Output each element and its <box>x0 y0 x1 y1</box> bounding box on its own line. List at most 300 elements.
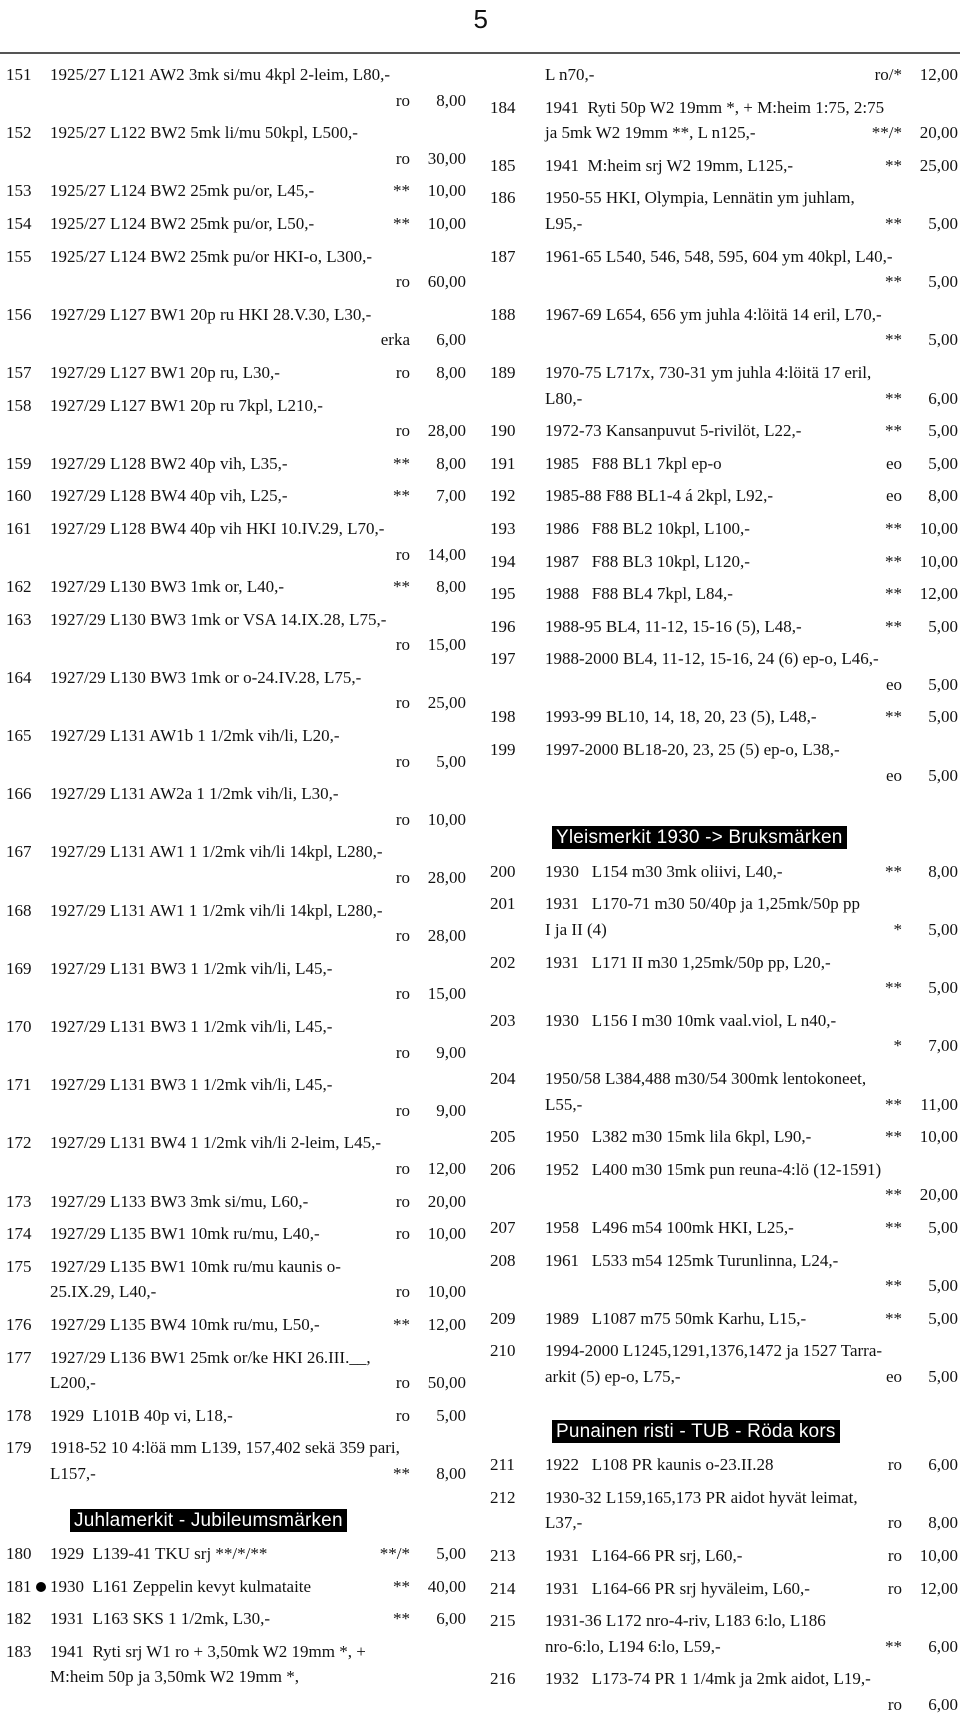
condition-grade: ** <box>393 577 410 597</box>
entry-description: 1927/29 L131 BW3 1 1/2mk vih/li, L45,- <box>50 958 333 978</box>
price: 11,00 <box>920 1094 958 1114</box>
entry-description: nro-6:lo, L194 6:lo, L59,- <box>545 1636 721 1656</box>
section-heading-yleismerkit: Yleismerkit 1930 -> Bruksmärken <box>552 825 958 851</box>
condition-grade: eo <box>885 765 902 785</box>
catalog-entry <box>6 516 466 567</box>
entry-description: 25.IX.29, L40,- <box>50 1282 157 1302</box>
price: 6,00 <box>928 1694 958 1714</box>
lot-number: 191 <box>490 453 516 473</box>
condition-grade: ** <box>393 1609 410 1629</box>
lot-number: 162 <box>6 577 32 597</box>
condition-grade: ** <box>393 1576 410 1596</box>
lot-number: 182 <box>6 1609 32 1629</box>
price: 5,00 <box>928 1308 958 1328</box>
catalog-entry <box>6 1130 466 1181</box>
price: 5,00 <box>928 213 958 233</box>
lot-number: 199 <box>490 740 516 760</box>
lot-number: 201 <box>490 894 516 914</box>
entry-description: 1930 L161 Zeppelin kevyt kulmataite <box>50 1576 312 1596</box>
left-column <box>6 62 466 1697</box>
entry-description: 1961 L533 m54 125mk Turunlinna, L24,- <box>545 1250 839 1270</box>
entry-description: L157,- <box>50 1463 96 1483</box>
entry-description: 1927/29 L127 BW1 20p ru, L30,- <box>50 362 280 382</box>
catalog-entry <box>490 1543 958 1569</box>
catalog-entry <box>490 1215 958 1241</box>
condition-grade: ** <box>885 1276 902 1296</box>
lot-number: 208 <box>490 1250 516 1270</box>
entry-description: 1925/27 L124 BW2 25mk pu/or, L50,- <box>50 213 315 233</box>
entry-description: 1958 L496 m54 100mk HKI, L25,- <box>545 1217 794 1237</box>
price: 5,00 <box>928 330 958 350</box>
condition-grade: ** <box>393 213 410 233</box>
price: 5,00 <box>928 1366 958 1386</box>
catalog-entry <box>6 1072 466 1123</box>
condition-grade: * <box>893 1036 902 1056</box>
entry-description: L200,- <box>50 1373 96 1393</box>
right-entries-2 <box>490 859 958 1397</box>
entry-description: 1927/29 L131 BW4 1 1/2mk vih/li 2-leim, L45,- <box>50 1133 382 1153</box>
catalog-entry <box>490 950 958 1001</box>
price: 10,00 <box>427 809 466 829</box>
condition-grade: ** <box>885 978 902 998</box>
price: 5,00 <box>928 978 958 998</box>
price: 20,00 <box>919 123 958 143</box>
catalog-entry <box>490 360 958 411</box>
price: 5,00 <box>928 453 958 473</box>
condition-grade: ro <box>395 272 410 292</box>
entry-description: 1930-32 L159,165,173 PR aidot hyvät leimat, <box>545 1487 858 1507</box>
catalog-entry <box>6 607 466 658</box>
lot-number: 151 <box>6 65 32 84</box>
price: 8,00 <box>436 362 466 382</box>
lot-number: 210 <box>490 1341 516 1361</box>
condition-grade: ro <box>395 693 410 713</box>
entry-description: M:heim 50p ja 3,50mk W2 19mm *, <box>50 1667 300 1687</box>
entry-description: 1927/29 L136 BW1 25mk or/ke HKI 26.III.__, <box>50 1347 371 1367</box>
price: 12,00 <box>427 1158 466 1178</box>
lot-number: 179 <box>6 1438 32 1458</box>
condition-grade: ** <box>885 861 902 881</box>
price: 10,00 <box>427 1224 466 1244</box>
condition-grade: ** <box>885 584 902 604</box>
price: 28,00 <box>427 926 466 946</box>
condition-grade: ** <box>885 1185 902 1205</box>
price: 8,00 <box>436 453 466 473</box>
catalog-entry <box>6 211 466 237</box>
condition-grade: ro <box>887 1578 902 1598</box>
price: 15,00 <box>427 635 466 655</box>
condition-grade: ro <box>887 1513 902 1533</box>
condition-grade: eo <box>885 674 902 694</box>
condition-grade: ro <box>395 1405 410 1425</box>
condition-grade: ro <box>395 984 410 1004</box>
condition-grade: ro <box>887 1455 902 1475</box>
catalog-entry <box>490 1248 958 1299</box>
entry-description: arkit (5) ep-o, L75,- <box>545 1366 681 1386</box>
catalog-entry <box>490 418 958 444</box>
price: 5,00 <box>928 616 958 636</box>
catalog-entry <box>6 723 466 774</box>
price: 5,00 <box>928 765 958 785</box>
condition-grade: ro <box>395 1158 410 1178</box>
entry-description: 1927/29 L128 BW2 40p vih, L35,- <box>50 453 288 473</box>
price: 8,00 <box>928 861 958 881</box>
entry-description: 1927/29 L135 BW1 10mk ru/mu kaunis o- <box>50 1256 341 1276</box>
price: 50,00 <box>427 1373 466 1393</box>
condition-grade: erka <box>380 330 410 350</box>
lot-number: 212 <box>490 1487 516 1507</box>
condition-grade: ro <box>395 544 410 564</box>
condition-grade: ro <box>395 1100 410 1120</box>
bullet-dot-icon <box>36 1582 46 1592</box>
price: 6,00 <box>928 1455 958 1475</box>
price: 12,00 <box>919 1578 958 1598</box>
right-column <box>490 62 958 1724</box>
catalog-entry <box>6 839 466 890</box>
price: 9,00 <box>436 1100 466 1120</box>
price: 8,00 <box>928 486 958 506</box>
entry-description: 1927/29 L130 BW3 1mk or VSA 14.IX.28, L75,- <box>50 609 387 629</box>
catalog-entry <box>490 516 958 542</box>
catalog-entry <box>6 1574 466 1600</box>
condition-grade: ** <box>885 1636 902 1656</box>
price: 15,00 <box>427 984 466 1004</box>
condition-grade: ** <box>885 518 902 538</box>
price: 25,00 <box>919 155 958 175</box>
entry-description: 1986 F88 BL2 10kpl, L100,- <box>545 518 750 538</box>
price: 6,00 <box>436 1609 466 1629</box>
catalog-entry <box>490 1485 958 1536</box>
lot-number: 156 <box>6 304 32 324</box>
entry-description: 1925/27 L124 BW2 25mk pu/or HKI-o, L300,- <box>50 246 373 266</box>
entry-description: 1931 L163 SKS 1 1/2mk, L30,- <box>50 1609 271 1629</box>
lot-number: 163 <box>6 609 32 629</box>
lot-number: 165 <box>6 726 32 746</box>
entry-description: 1931 L170-71 m30 50/40p ja 1,25mk/50p pp <box>545 894 860 914</box>
lot-number: 161 <box>6 518 32 538</box>
condition-grade: ro <box>887 1545 902 1565</box>
condition-grade: ** <box>885 1308 902 1328</box>
catalog-entry <box>490 1666 958 1717</box>
lot-number: 176 <box>6 1314 32 1334</box>
lot-number: 158 <box>6 395 32 415</box>
price: 5,00 <box>928 1276 958 1296</box>
lot-number: 189 <box>490 362 516 382</box>
catalog-entry <box>6 302 466 353</box>
condition-grade: ** <box>393 453 410 473</box>
entry-description: 1927/29 L127 BW1 20p ru 7kpl, L210,- <box>50 395 323 415</box>
lot-number: 190 <box>490 421 516 441</box>
condition-grade: ** <box>885 272 902 292</box>
price: 14,00 <box>427 544 466 564</box>
lot-number: 174 <box>6 1224 32 1244</box>
catalog-entry <box>6 393 466 444</box>
condition-grade: ** <box>885 213 902 233</box>
lot-number: 193 <box>490 518 516 538</box>
section-heading-punainen-risti: Punainen risti - TUB - Röda kors <box>552 1419 958 1445</box>
entry-description: 1929 L139-41 TKU srj **/*/** <box>50 1544 268 1564</box>
entry-description: 1927/29 L130 BW3 1mk or, L40,- <box>50 577 284 597</box>
lot-number: 157 <box>6 362 32 382</box>
entry-description: L95,- <box>545 213 583 233</box>
entry-description: 1952 L400 m30 15mk pun reuna-4:lö (12-1591) <box>545 1159 882 1179</box>
price: 5,00 <box>928 707 958 727</box>
price: 10,00 <box>919 1127 958 1147</box>
condition-grade: eo <box>885 1366 902 1386</box>
price: 10,00 <box>427 213 466 233</box>
price: 40,00 <box>427 1576 466 1596</box>
entry-description: 1988-2000 BL4, 11-12, 15-16, 24 (6) ep-o, L46,- <box>545 649 879 669</box>
entry-description: 1927/29 L131 AW1 1 1/2mk vih/li 14kpl, L280,- <box>50 900 383 920</box>
condition-grade: ro <box>395 809 410 829</box>
condition-grade: ** <box>885 1127 902 1147</box>
lot-number: 173 <box>6 1191 32 1211</box>
catalog-entry <box>490 737 958 788</box>
catalog-entry <box>490 891 958 942</box>
price: 7,00 <box>436 486 466 506</box>
left-entries-1 <box>6 62 466 1494</box>
entry-description: 1941 Ryti srj W1 ro + 3,50mk W2 19mm *, + <box>50 1641 366 1661</box>
catalog-entry <box>490 62 958 88</box>
lot-number: 213 <box>490 1545 516 1565</box>
entry-description: 1941 M:heim srj W2 19mm, L125,- <box>545 155 794 175</box>
catalog-entry <box>6 1254 466 1305</box>
catalog-entry <box>6 244 466 295</box>
lot-number: 206 <box>490 1159 516 1179</box>
price: 8,00 <box>436 577 466 597</box>
lot-number: 154 <box>6 213 32 233</box>
lot-number: 200 <box>490 861 516 881</box>
lot-number: 192 <box>490 486 516 506</box>
price: 5,00 <box>928 272 958 292</box>
lot-number: 203 <box>490 1010 516 1030</box>
catalog-entry <box>6 120 466 171</box>
price: 5,00 <box>928 1217 958 1237</box>
entry-description: 1987 F88 BL3 10kpl, L120,- <box>545 551 750 571</box>
price: 5,00 <box>436 1405 466 1425</box>
lot-number: 183 <box>6 1641 32 1661</box>
price: 12,00 <box>427 1314 466 1334</box>
catalog-entry <box>6 574 466 600</box>
catalog-entry <box>6 360 466 386</box>
catalog-entry <box>6 1639 466 1690</box>
price: 5,00 <box>928 920 958 940</box>
entry-description: 1925/27 L121 AW2 3mk si/mu 4kpl 2-leim, L80,- <box>50 65 391 84</box>
catalog-entry <box>490 549 958 575</box>
entry-description: 1931-36 L172 nro-4-riv, L183 6:lo, L186 <box>545 1611 826 1631</box>
entry-description: 1970-75 L717x, 730-31 ym juhla 4:löitä 17 eril, <box>545 362 872 382</box>
lot-number: 195 <box>490 584 516 604</box>
catalog-entry <box>490 244 958 295</box>
lot-number: 172 <box>6 1133 32 1153</box>
right-entries-1 <box>490 62 958 795</box>
lot-number: 188 <box>490 304 516 324</box>
condition-grade: ro <box>395 90 410 110</box>
left-entries-2 <box>6 1541 466 1697</box>
price: 5,00 <box>928 421 958 441</box>
entry-description: 1950/58 L384,488 m30/54 300mk lentokoneet, <box>545 1069 867 1088</box>
entry-description: 1927/29 L127 BW1 20p ru HKI 28.V.30, L30,- <box>50 304 372 324</box>
price: 5,00 <box>436 751 466 771</box>
entry-description: 1927/29 L131 AW2a 1 1/2mk vih/li, L30,- <box>50 784 339 804</box>
price: 60,00 <box>427 272 466 292</box>
price: 8,00 <box>928 1513 958 1533</box>
catalog-entry <box>6 665 466 716</box>
price: 10,00 <box>427 1282 466 1302</box>
condition-grade: ** <box>885 155 902 175</box>
condition-grade: ** <box>885 421 902 441</box>
catalog-entry <box>6 1345 466 1396</box>
top-rule <box>0 52 960 54</box>
entry-description: 1929 L101B 40p vi, L18,- <box>50 1405 233 1425</box>
price: 8,00 <box>436 1463 466 1483</box>
price: 30,00 <box>427 148 466 168</box>
entry-description: 1927/29 L135 BW1 10mk ru/mu, L40,- <box>50 1224 320 1244</box>
lot-number: 214 <box>490 1578 516 1598</box>
entry-description: 1927/29 L135 BW4 10mk ru/mu, L50,- <box>50 1314 320 1334</box>
price: 28,00 <box>427 868 466 888</box>
condition-grade: ro <box>395 421 410 441</box>
lot-number: 164 <box>6 667 32 687</box>
condition-grade: ** <box>885 388 902 408</box>
entry-description: 1985 F88 BL1 7kpl ep-o <box>545 453 722 473</box>
condition-grade: ro <box>395 635 410 655</box>
section-heading-juhlamerkit: Juhlamerkit - Jubileumsmärken <box>70 1508 466 1534</box>
condition-grade: ** <box>393 181 410 201</box>
price: 10,00 <box>919 1545 958 1565</box>
lot-number: 167 <box>6 842 32 862</box>
lot-number: 178 <box>6 1405 32 1425</box>
lot-number: 207 <box>490 1217 516 1237</box>
catalog-entry <box>490 1008 958 1059</box>
lot-number: 197 <box>490 649 516 669</box>
price: 25,00 <box>427 693 466 713</box>
entry-description: 1950-55 HKI, Olympia, Lennätin ym juhlam, <box>545 188 855 208</box>
condition-grade: ro <box>395 1224 410 1244</box>
lot-number: 170 <box>6 1017 32 1036</box>
price: 7,00 <box>928 1036 958 1056</box>
lot-number: 177 <box>6 1347 32 1367</box>
lot-number: 153 <box>6 181 32 201</box>
catalog-entry <box>6 1606 466 1632</box>
condition-grade: ro <box>395 868 410 888</box>
lot-number: 166 <box>6 784 32 804</box>
catalog-entry <box>6 781 466 832</box>
catalog-entry <box>6 451 466 477</box>
catalog-entry <box>6 62 466 113</box>
lot-number: 186 <box>490 188 516 208</box>
catalog-entry <box>490 646 958 697</box>
lot-number: 184 <box>490 97 516 117</box>
price: 10,00 <box>919 518 958 538</box>
lot-number: 152 <box>6 123 32 143</box>
lot-number: 180 <box>6 1544 32 1564</box>
lot-number: 185 <box>490 155 516 175</box>
price: 5,00 <box>436 1544 466 1564</box>
condition-grade: ro <box>395 362 410 382</box>
condition-grade: ** <box>885 330 902 350</box>
entry-description: 1931 L171 II m30 1,25mk/50p pp, L20,- <box>545 952 831 972</box>
catalog-entry <box>490 581 958 607</box>
entry-description: 1931 L164-66 PR srj, L60,- <box>545 1545 743 1565</box>
condition-grade: eo <box>885 486 902 506</box>
entry-description: 1993-99 BL10, 14, 18, 20, 23 (5), L48,- <box>545 707 817 727</box>
catalog-entry <box>490 1452 958 1478</box>
catalog-entry <box>6 178 466 204</box>
price: 20,00 <box>919 1185 958 1205</box>
price: 9,00 <box>436 1042 466 1062</box>
lot-number: 160 <box>6 486 32 506</box>
catalog-entry <box>6 1541 466 1567</box>
catalog-entry <box>490 859 958 885</box>
entry-description: 1922 L108 PR kaunis o-23.II.28 <box>545 1455 774 1475</box>
condition-grade: ** <box>393 486 410 506</box>
catalog-entry <box>490 614 958 640</box>
catalog-entry <box>6 956 466 1007</box>
price: 12,00 <box>919 584 958 604</box>
price: 28,00 <box>427 421 466 441</box>
catalog-entry <box>490 483 958 509</box>
lot-number: 196 <box>490 616 516 636</box>
price: 10,00 <box>427 181 466 201</box>
catalog-entry <box>6 483 466 509</box>
condition-grade: ro/* <box>874 65 902 84</box>
entry-description: 1927/29 L131 AW1 1 1/2mk vih/li 14kpl, L280,- <box>50 842 383 862</box>
catalog-entry <box>6 1403 466 1429</box>
catalog-entry <box>6 898 466 949</box>
entry-description: 1927/29 L130 BW3 1mk or o-24.IV.28, L75,- <box>50 667 362 687</box>
entry-description: 1997-2000 BL18-20, 23, 25 (5) ep-o, L38,- <box>545 740 840 760</box>
entry-description: 1930 L154 m30 3mk oliivi, L40,- <box>545 861 783 881</box>
catalog-entry <box>490 1066 958 1117</box>
lot-number: 181 <box>6 1576 32 1596</box>
lot-number: 155 <box>6 246 32 266</box>
condition-grade: ** <box>885 707 902 727</box>
catalog-entry <box>490 451 958 477</box>
entry-description: 1918-52 10 4:löä mm L139, 157,402 sekä 359 pari, <box>50 1438 400 1458</box>
condition-grade: ro <box>395 926 410 946</box>
condition-grade: ** <box>885 1217 902 1237</box>
condition-grade: ro <box>395 1042 410 1062</box>
catalog-entry <box>490 1124 958 1150</box>
condition-grade: ro <box>395 1191 410 1211</box>
condition-grade: **/* <box>871 123 902 143</box>
catalog-entry <box>490 185 958 236</box>
right-entries-3 <box>490 1452 958 1724</box>
entry-description: I ja II (4) <box>545 920 607 940</box>
entry-description: 1989 L1087 m75 50mk Karhu, L15,- <box>545 1308 807 1328</box>
lot-number: 209 <box>490 1308 516 1328</box>
lot-number: 159 <box>6 453 32 473</box>
condition-grade: ro <box>395 148 410 168</box>
entry-description: 1927/29 L128 BW4 40p vih HKI 10.IV.29, L70,- <box>50 518 385 538</box>
price: 8,00 <box>436 90 466 110</box>
entry-description: 1988-95 BL4, 11-12, 15-16 (5), L48,- <box>545 616 802 636</box>
condition-grade: ** <box>393 1314 410 1334</box>
catalog-entry <box>6 1189 466 1215</box>
entry-description: L55,- <box>545 1094 583 1114</box>
catalog-entry <box>490 153 958 179</box>
catalog-entry <box>6 1014 466 1065</box>
catalog-entry <box>490 1157 958 1208</box>
condition-grade: **/* <box>379 1544 410 1564</box>
entry-description: L n70,- <box>545 65 595 84</box>
lot-number: 205 <box>490 1127 516 1147</box>
catalog-entry <box>490 302 958 353</box>
entry-description: 1941 Ryti 50p W2 19mm *, + M:heim 1:75, 2:75 <box>545 97 885 117</box>
catalog-entry <box>490 704 958 730</box>
price: 10,00 <box>919 551 958 571</box>
